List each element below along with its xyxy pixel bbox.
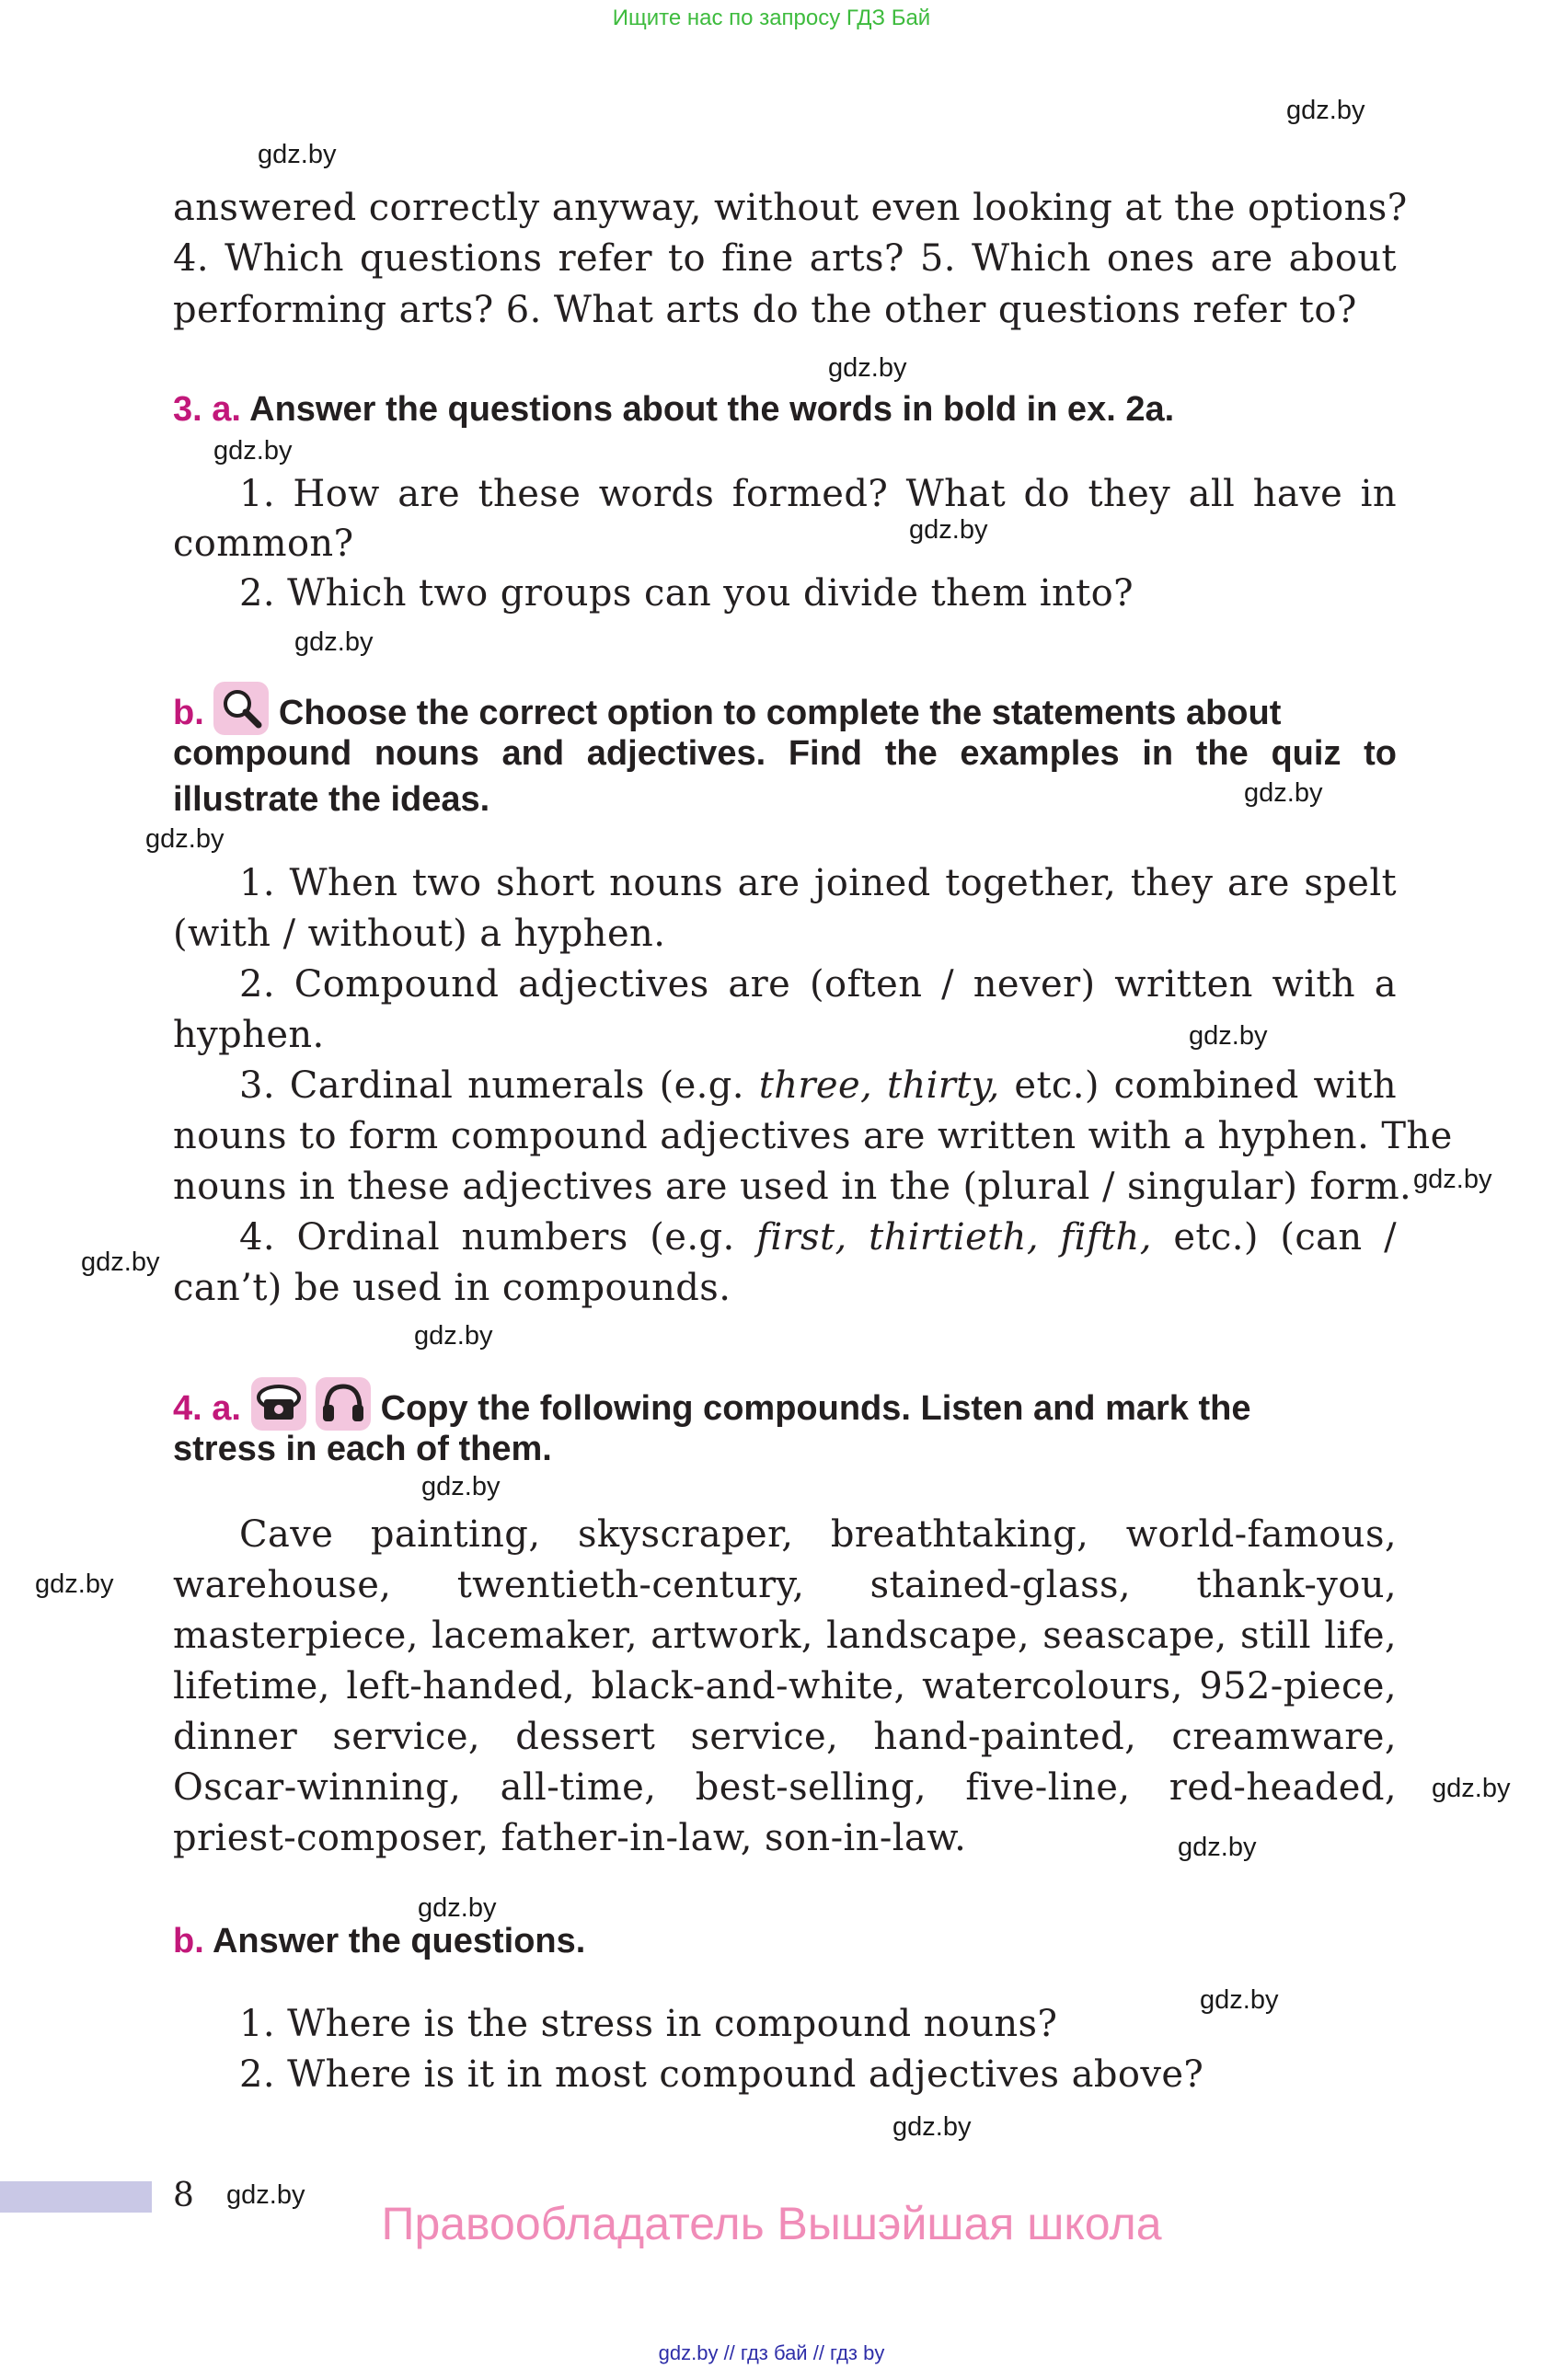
ex3a-question-2: 2. Which two groups can you divide them into?: [239, 572, 1134, 615]
intro-line: performing arts? 6. What arts do the other questions refer to?: [173, 289, 1357, 331]
watermark: gdz.by: [421, 1472, 501, 1501]
watermark: gdz.by: [145, 824, 225, 854]
ex3a-question-1-cont: common?: [173, 523, 354, 565]
watermark: gdz.by: [35, 1569, 114, 1599]
intro-line: 4. Which questions refer to fine arts? 5. Which ones are about: [173, 237, 1397, 280]
watermark: gdz.by: [909, 515, 988, 545]
watermark: gdz.by: [892, 2112, 972, 2142]
exercise-letter: a.: [212, 390, 241, 429]
ex3b-statement-3: [239, 1060, 1397, 1111]
watermark: gdz.by: [213, 436, 293, 466]
ex4a-instruction: [173, 1377, 1250, 1431]
copyright-notice: Правообладатель Вышэйшая школа: [381, 2198, 1162, 2249]
watermark: gdz.by: [226, 2180, 305, 2210]
intro-line: answered correctly anyway, without even looking at the options?: [173, 187, 1408, 229]
watermark: gdz.by: [414, 1321, 493, 1351]
ex4a-instruction-line: stress in each of them.: [173, 1430, 552, 1468]
watermark: gdz.by: [1286, 96, 1365, 125]
ex3b-statement-2-cont: hyphen.: [173, 1014, 325, 1056]
italic-example: three, thirty,: [758, 1064, 1000, 1107]
instruction-text: Answer the questions.: [212, 1922, 586, 1960]
text: etc.) combined with: [999, 1064, 1397, 1107]
exercise-letter: b.: [173, 1922, 204, 1960]
compounds-line: Oscar-winning, all-time, best-selling, five-line, red-headed,: [173, 1766, 1397, 1809]
ex3b-statement-4-cont: can’t) be used in compounds.: [173, 1267, 731, 1309]
watermark: gdz.by: [1244, 778, 1323, 808]
exercise-letter: b.: [173, 694, 204, 732]
watermark: gdz.by: [418, 1893, 497, 1923]
ex3b-instruction-line: illustrate the ideas.: [173, 780, 490, 819]
ex3a-question-1: 1. How are these words formed? What do they all have in: [239, 473, 1397, 515]
watermark: gdz.by: [1413, 1165, 1492, 1194]
watermark: gdz.by: [1200, 1985, 1279, 2015]
ex4b-question-1: 1. Where is the stress in compound nouns?: [239, 2003, 1058, 2045]
instruction-text: Choose the correct option to complete the statements about: [278, 694, 1282, 732]
ex3b-statement-3-cont: nouns in these adjectives are used in the (plural / singular) form.: [173, 1166, 1412, 1208]
watermark: gdz.by: [81, 1247, 160, 1277]
italic-example: first, thirtieth, fifth,: [756, 1216, 1152, 1259]
ex4b-question-2: 2. Where is it in most compound adjectives above?: [239, 2053, 1204, 2096]
compounds-line: priest-composer, father-in-law, son-in-law.: [173, 1817, 967, 1859]
magnifier-icon: [213, 682, 269, 735]
ex4b-instruction: [173, 1918, 585, 1964]
watermark: gdz.by: [294, 627, 374, 657]
watermark: gdz.by: [1432, 1774, 1511, 1803]
watermark: gdz.by: [1178, 1833, 1257, 1862]
page-number: 8: [173, 2177, 194, 2214]
exercise-letter: a.: [212, 1389, 241, 1428]
watermark: gdz.by: [828, 353, 907, 383]
text: 4. Ordinal numbers (e.g.: [239, 1216, 757, 1259]
ex3b-statement-1-cont: (with / without) a hyphen.: [173, 913, 666, 955]
compounds-line: lifetime, left-handed, black-and-white, watercolours, 952-piece,: [173, 1665, 1397, 1707]
ex3b-statement-4: [239, 1212, 1397, 1263]
text: etc.) (can /: [1151, 1216, 1397, 1259]
ex3b-statement-3-cont: nouns to form compound adjectives are written with a hyphen. The: [173, 1115, 1453, 1157]
ex3b-instruction-line: compound nouns and adjectives. Find the examples in the quiz to: [173, 734, 1397, 773]
instruction-text: Copy the following compounds. Listen and mark the: [380, 1389, 1251, 1428]
ex3b-statement-1: 1. When two short nouns are joined together, they are spelt: [239, 862, 1397, 904]
ex3a-instruction: [173, 386, 1174, 432]
compounds-line: dinner service, dessert service, hand-painted, creamware,: [173, 1716, 1397, 1758]
exercise-number: 4.: [173, 1389, 202, 1428]
watermark: gdz.by: [258, 140, 337, 169]
compounds-line: warehouse, twentieth-century, stained-glass, thank-you,: [173, 1564, 1397, 1606]
instruction-text: Answer the questions about the words in bold in ex. 2a.: [249, 390, 1175, 429]
ex3b-instruction: [173, 682, 1281, 736]
cd-player-icon: [251, 1377, 306, 1431]
text: 3. Cardinal numerals (e.g.: [239, 1064, 759, 1107]
compounds-line: masterpiece, lacemaker, artwork, landscape, seascape, still life,: [173, 1615, 1397, 1657]
ex3b-statement-2: 2. Compound adjectives are (often / never) written with a: [239, 963, 1397, 1006]
top-banner: Ищите нас по запросу ГДЗ Бай: [612, 6, 931, 30]
exercise-number: 3.: [173, 390, 202, 429]
headphones-icon: [316, 1377, 371, 1431]
watermark: gdz.by: [1189, 1021, 1268, 1051]
bottom-banner: gdz.by // гдз бай // гдз by: [658, 2341, 885, 2364]
compounds-line: Cave painting, skyscraper, breathtaking, world-famous,: [239, 1513, 1397, 1556]
